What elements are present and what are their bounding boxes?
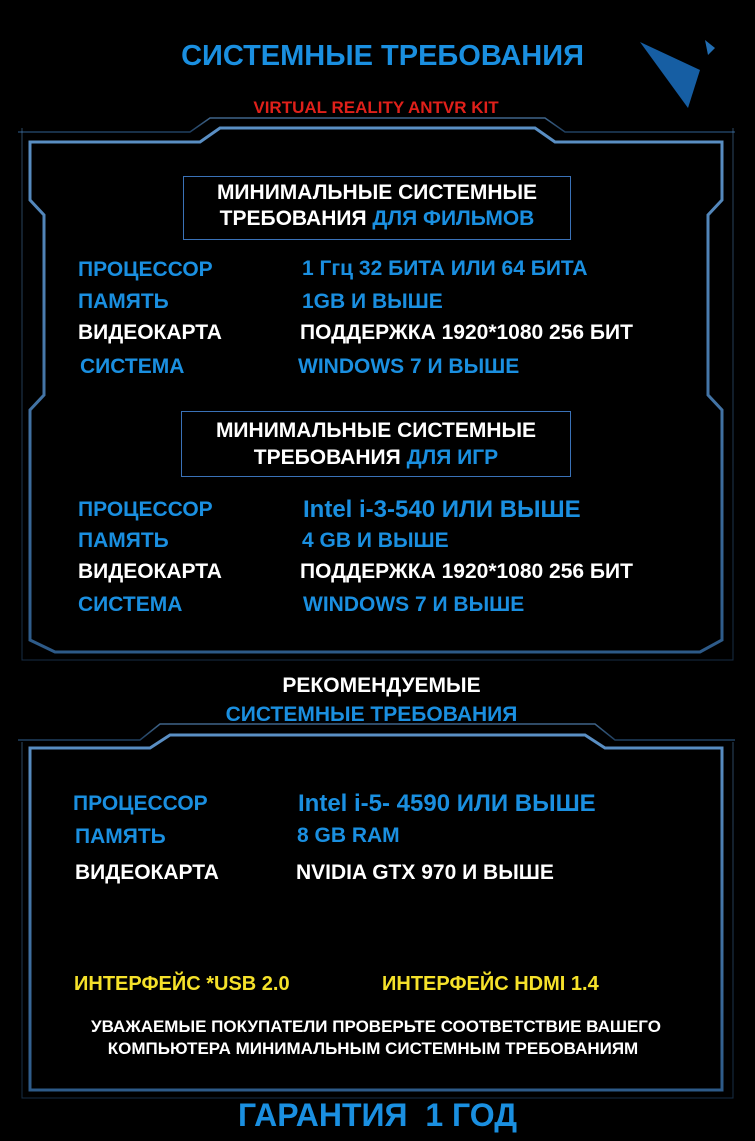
games-heading-white: ТРЕБОВАНИЯ [253, 446, 401, 469]
movies-gpu-label: ВИДЕОКАРТА [78, 321, 222, 344]
recommended-heading-line2: СИСТЕМНЫЕ ТРЕБОВАНИЯ [225, 703, 518, 726]
movies-heading-box [183, 176, 571, 240]
movies-os-value: WINDOWS 7 И ВЫШЕ [298, 355, 520, 378]
games-gpu-label: ВИДЕОКАРТА [78, 560, 222, 583]
movies-heading-white: ТРЕБОВАНИЯ [219, 207, 367, 230]
interface-usb: ИНТЕРФЕЙС *USB 2.0 [74, 973, 290, 995]
recommended-heading-line1: РЕКОМЕНДУЕМЫЕ [282, 674, 481, 697]
games-os-value: WINDOWS 7 И ВЫШЕ [303, 593, 525, 616]
games-heading-box [181, 411, 571, 477]
recommended-gpu-value: NVIDIA GTX 970 И ВЫШЕ [296, 861, 554, 884]
games-heading-line1: МИНИМАЛЬНЫЕ СИСТЕМНЫЕ [215, 419, 537, 442]
warranty-text: ГАРАНТИЯ 1 ГОД [238, 1097, 517, 1133]
games-memory-label: ПАМЯТЬ [78, 529, 169, 552]
interface-hdmi: ИНТЕРФЕЙС HDMI 1.4 [382, 973, 599, 995]
games-memory-value: 4 GB И ВЫШЕ [302, 529, 449, 552]
movies-cpu-value: 1 Ггц 32 БИТА ИЛИ 64 БИТА [302, 257, 588, 280]
notice-line1: УВАЖАЕМЫЕ ПОКУПАТЕЛИ ПРОВЕРЬТЕ СООТВЕТСТВИЕ ВАШЕГО [91, 1017, 661, 1036]
movies-cpu-label: ПРОЦЕССОР [78, 258, 213, 281]
recommended-cpu-label: ПРОЦЕССОР [73, 792, 208, 815]
recommended-gpu-label: ВИДЕОКАРТА [75, 861, 219, 884]
movies-gpu-value: ПОДДЕРЖКА 1920*1080 256 БИТ [300, 321, 633, 344]
movies-os-label: СИСТЕМА [80, 355, 185, 378]
page-subtitle: VIRTUAL REALITY ANTVR KIT [253, 98, 499, 117]
games-heading-line2 [182, 445, 570, 471]
page-title: СИСТЕМНЫЕ ТРЕБОВАНИЯ [181, 40, 584, 72]
games-heading-blue: ДЛЯ ИГР [406, 446, 499, 469]
recommended-memory-label: ПАМЯТЬ [75, 825, 166, 848]
games-os-label: СИСТЕМА [78, 593, 183, 616]
games-cpu-label: ПРОЦЕССОР [78, 498, 213, 521]
notice-line2: КОМПЬЮТЕРА МИНИМАЛЬНЫМ СИСТЕМНЫМ ТРЕБОВАНИЯМ [107, 1039, 639, 1058]
recommended-cpu-value: Intel i-5- 4590 ИЛИ ВЫШЕ [298, 790, 596, 817]
movies-heading-line2 [184, 206, 570, 232]
recommended-memory-value: 8 GB RAM [297, 824, 400, 847]
movies-heading-line1: МИНИМАЛЬНЫЕ СИСТЕМНЫЕ [216, 181, 538, 204]
movies-memory-label: ПАМЯТЬ [78, 290, 169, 313]
games-cpu-value: Intel i-3-540 ИЛИ ВЫШЕ [303, 496, 581, 523]
movies-heading-blue: ДЛЯ ФИЛЬМОВ [372, 207, 535, 230]
games-gpu-value: ПОДДЕРЖКА 1920*1080 256 БИТ [300, 560, 633, 583]
movies-memory-value: 1GB И ВЫШЕ [302, 290, 443, 313]
